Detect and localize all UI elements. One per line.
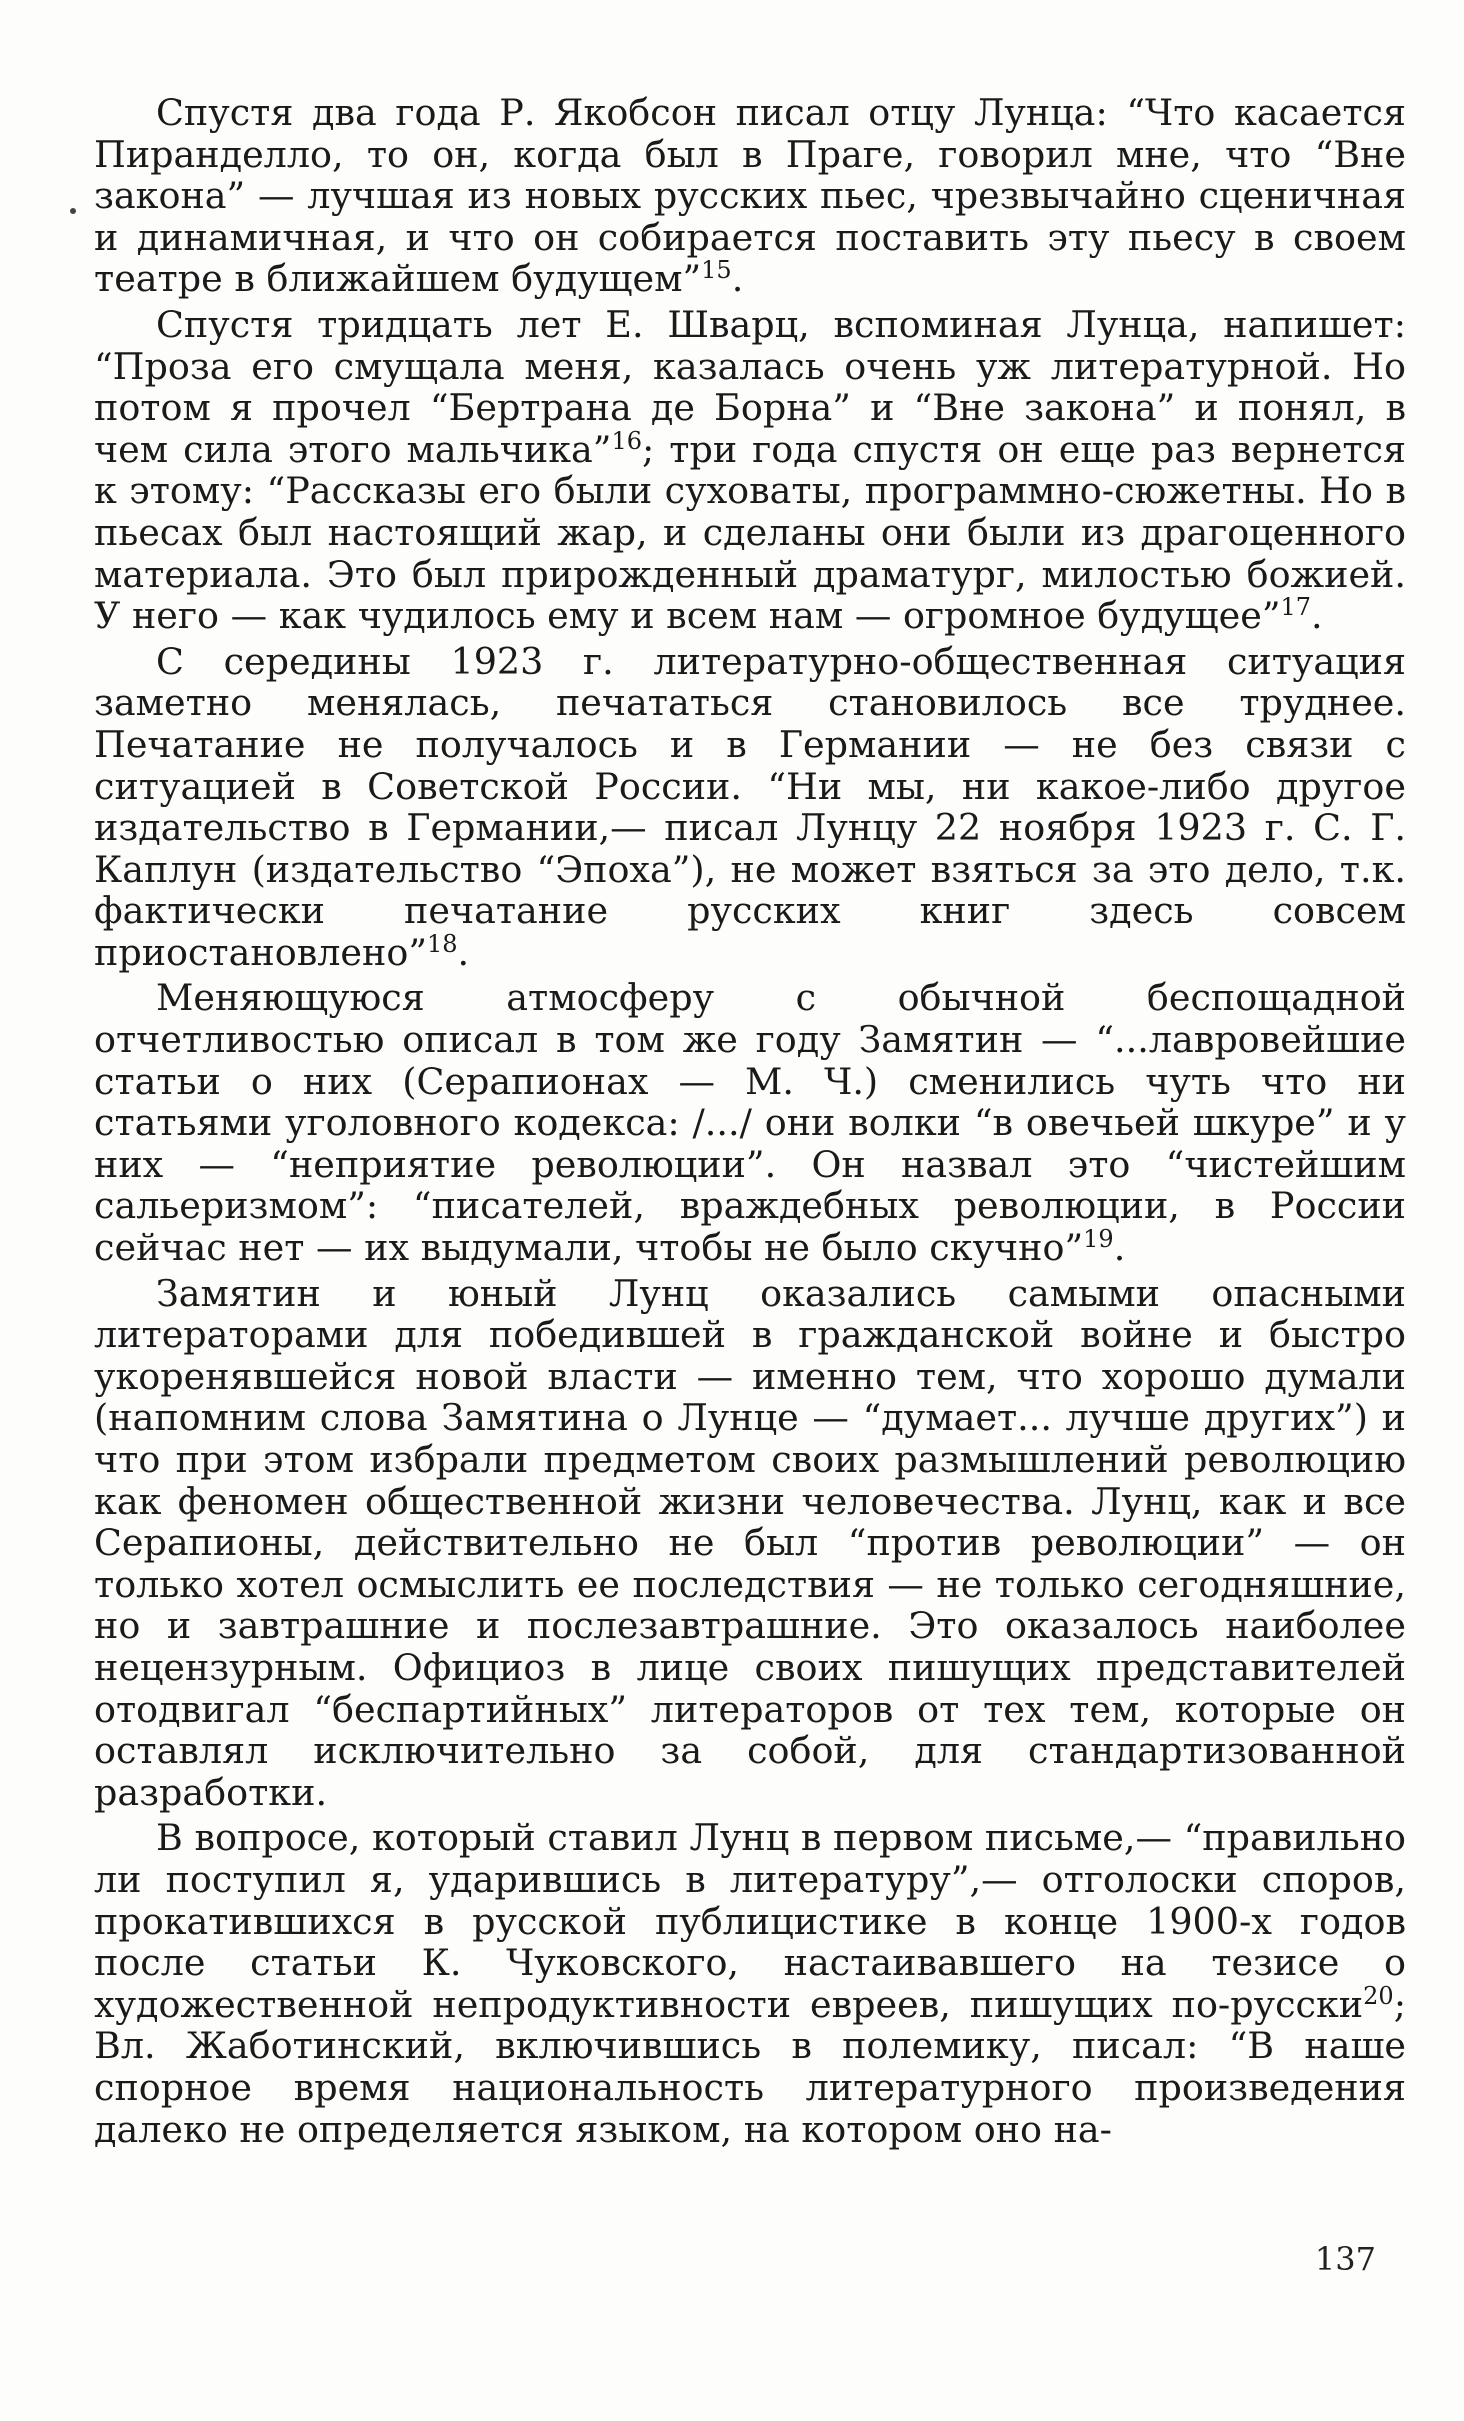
paragraph: Меняющуюся атмосферу с обычной беспощадной отчетливостью описал в том же году Замятин — “...лавровейшие статьи о них (Серапионах — М. Ч.) сменились чуть что ни статьями уголовного кодекса: /.../ они волки “в овечьей шкуре” и у них — “неприятие революции”. Он назвал это “чистейшим сальеризмом”: “писателей, враждебных революции, в России сейчас нет — их выдумали, чтобы не было скучно”$^{19}$.	[94, 976, 1406, 1270]
page-number: 137	[1314, 2240, 1376, 2278]
footnote-ref: 20	[1363, 1981, 1394, 2010]
paragraph: Спустя тридцать лет Е. Шварц, вспоминая Лунца, напишет: “Проза его смущала меня, казалась очень уж литературной. Но потом я прочел “Бертрана де Борна” и “Вне закона” и понял, в чем сила этого мальчика”$^{16}$; три года спустя он еще раз вернется к этому: “Рассказы его были суховаты, программно-сюжетны. Но в пьесах был настоящий жар, и сделаны они были из драгоценного материала. Это был прирожденный драматург, милостью божией. У него — как чудилось ему и всем нам — огромное будущее”$^{17}$.	[94, 302, 1406, 638]
footnote-ref: 15	[701, 256, 732, 285]
paragraph: Замятин и юный Лунц оказались самыми опасными литераторами для победившей в гражданской войне и быстро укоренявшейся новой власти — именно тем, что хорошо думали (напомним слова Замятина о Лунце — “думает... лучше других”) и что при этом избрали предметом своих размышлений революцию как феномен общественной жизни человечества. Лунц, как и все Серапионы, действительно не был “против революции” — он только хотел осмыслить ее последствия — не только сегодняшние, но и завтрашние и послезавтрашние. Это оказалось наиболее нецензурным. Официоз в лице своих пишущих представителей отодвигал “беспартийных” литераторов от тех тем, которые он оставлял исключительно за собой, для стандартизованной разработки.	[94, 1271, 1406, 1814]
body-text	[94, 92, 1406, 2154]
footnote-ref: 17	[1280, 592, 1312, 621]
paragraph: Спустя два года Р. Якобсон писал отцу Лунца: “Что касается Пиранделло, то он, когда был в Праге, говорил мне, что “Вне закона” — лучшая из новых русских пьес, чрезвычайно сценичная и динамичная, и что он собирается поставить эту пьесу в своем театре в ближайшем будущем”$^{15}$.	[94, 91, 1406, 301]
footnote-ref: 16	[611, 426, 642, 455]
paragraph: В вопросе, который ставил Лунц в первом письме,— “правильно ли поступил я, ударившись в литературу”,— отголоски споров, прокатившихся в русской публицистике в конце 1900-х годов после статьи К. Чуковского, настаивавшего на тезисе о художественной непродуктивности евреев, пишущих по-русски$^{20}$; Вл. Жаботинский, включившись в полемику, писал: “В наше спорное время национальность литературного произведения далеко не определяется языком, на котором оно на-	[94, 1816, 1406, 2151]
paragraph: С середины 1923 г. литературно-общественная ситуация заметно менялась, печататься становилось все труднее. Печатание не получалось и в Германии — не без связи с ситуацией в Советской России. “Ни мы, ни какое-либо другое издательство в Германии,— писал Лунцу 22 ноября 1923 г. С. Г. Каплун (издательство “Эпоха”), не может взяться за это дело, т.к. фактически печатание русских книг здесь совсем приостановлено”$^{18}$.	[94, 639, 1406, 974]
margin-mark	[70, 208, 76, 214]
footnote-ref: 18	[427, 929, 458, 958]
footnote-ref: 19	[1083, 1224, 1114, 1253]
